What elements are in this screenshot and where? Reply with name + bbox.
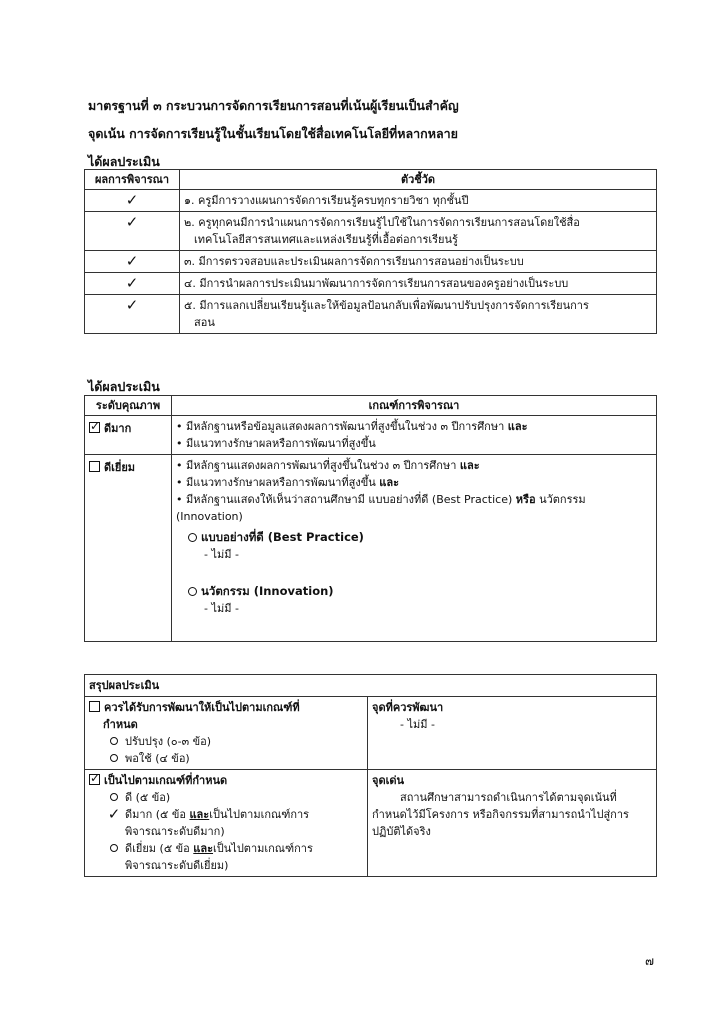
radio-empty-icon bbox=[110, 754, 118, 762]
option-text-cont: พิจารณาระดับดีมาก) bbox=[125, 825, 225, 838]
level-label: ดีมาก bbox=[104, 422, 132, 435]
option-text: เป็นไปตามเกณฑ์การ bbox=[209, 808, 310, 821]
indicator-text: ๓. มีการตรวจสอบและประเมินผลการจัดการเรียนการสอนอย่างเป็นระบบ bbox=[184, 255, 524, 268]
table-row bbox=[85, 190, 657, 212]
table-row bbox=[85, 295, 657, 334]
table-row bbox=[85, 455, 657, 642]
level-label: ดีเยี่ยม bbox=[104, 461, 136, 474]
improve-points-value: - ไม่มี - bbox=[400, 718, 435, 731]
table-row bbox=[85, 697, 657, 770]
check-mark-icon: ✓ bbox=[107, 805, 121, 823]
option-text: ดีเยี่ยม (๕ ข้อ bbox=[125, 842, 190, 855]
indicator-text: ๑. ครูมีการวางแผนการจัดการเรียนรู้ครบทุกรายวิชา ทุกชั้นปี bbox=[184, 194, 469, 207]
option-conj: และ bbox=[193, 842, 214, 855]
criteria-text: • มีหลักฐานแสดงให้เห็นว่าสถานศึกษามี แบบอย่างที่ดี (Best Practice) bbox=[176, 493, 513, 506]
check-mark: ✓ bbox=[85, 212, 180, 251]
checkbox-empty-icon bbox=[89, 461, 100, 472]
check-mark: ✓ bbox=[85, 251, 180, 273]
indicator-table bbox=[84, 169, 657, 334]
summary-table bbox=[84, 674, 657, 877]
criteria-conj: และ bbox=[459, 459, 480, 472]
indicator-text: ๔. มีการนำผลการประเมินมาพัฒนาการจัดการเรียนการสอนของครูอย่างเป็นระบบ bbox=[184, 277, 569, 290]
criteria-text: • มีแนวทางรักษาผลหรือการพัฒนาที่สูงขึ้น bbox=[176, 437, 376, 450]
highlights-text: ปฏิบัติได้จริง bbox=[372, 825, 431, 838]
col-indicator-header: ตัวชี้วัด bbox=[180, 170, 657, 190]
highlights-text: กำหนดไว้มีโครงการ หรือกิจกรรมที่สามารถนำไปสู่การ bbox=[372, 808, 629, 821]
radio-empty-icon bbox=[110, 793, 118, 801]
focus-heading: จุดเน้น การจัดการเรียนรู้ในชั้นเรียนโดยใช้สื่อเทคโนโลยีที่หลากหลาย bbox=[88, 126, 458, 141]
col-result-header: ผลการพิจารณา bbox=[85, 170, 180, 190]
checkbox-checked-icon bbox=[89, 774, 100, 785]
table-row bbox=[85, 416, 657, 455]
checkbox-empty-icon bbox=[89, 701, 100, 712]
best-practice-value: - ไม่มี - bbox=[204, 548, 239, 561]
highlights-text: สถานศึกษาสามารถดำเนินการได้ตามจุดเน้นที่ bbox=[400, 791, 617, 804]
option-text: ดีมาก (๕ ข้อ bbox=[125, 808, 186, 821]
section2-title: ได้ผลประเมิน bbox=[88, 379, 160, 394]
check-mark: ✓ bbox=[85, 273, 180, 295]
radio-empty-icon bbox=[110, 737, 118, 745]
needs-improvement-title: ควรได้รับการพัฒนาให้เป็นไปตามเกณฑ์ที่ bbox=[104, 701, 300, 714]
circle-bullet-icon bbox=[188, 587, 197, 596]
circle-bullet-icon bbox=[188, 533, 197, 542]
best-practice-title: แบบอย่างที่ดี (Best Practice) bbox=[201, 530, 364, 544]
option-text: พอใช้ (๔ ข้อ) bbox=[125, 752, 190, 765]
option-conj: และ bbox=[189, 808, 210, 821]
criteria-conj: และ bbox=[379, 476, 400, 489]
needs-improvement-title-cont: กำหนด bbox=[103, 718, 138, 731]
criteria-text: • มีแนวทางรักษาผลหรือการพัฒนาที่สูงขึ้น bbox=[176, 476, 376, 489]
option-text: ดี (๕ ข้อ) bbox=[125, 791, 171, 804]
option-text: เป็นไปตามเกณฑ์การ bbox=[213, 842, 313, 855]
innovation-value: - ไม่มี - bbox=[204, 602, 239, 615]
criteria-conj: และ bbox=[507, 420, 528, 433]
section1-title: ได้ผลประเมิน bbox=[88, 154, 160, 169]
col-level-header: ระดับคุณภาพ bbox=[85, 396, 172, 416]
option-text-cont: พิจารณาระดับดีเยี่ยม) bbox=[125, 859, 229, 872]
check-mark: ✓ bbox=[85, 295, 180, 334]
standard-heading: มาตรฐานที่ ๓ กระบวนการจัดการเรียนการสอนที่เน้นผู้เรียนเป็นสำคัญ bbox=[88, 98, 459, 113]
criteria-conj: หรือ bbox=[515, 493, 536, 506]
check-mark: ✓ bbox=[85, 190, 180, 212]
indicator-text-cont: เทคโนโลยีสารสนเทศและแหล่งเรียนรู้ที่เอื้อต่อการเรียนรู้ bbox=[194, 233, 458, 246]
option-text: ปรับปรุง (๐-๓ ข้อ) bbox=[125, 735, 212, 748]
checkbox-checked-icon bbox=[89, 422, 100, 433]
quality-table bbox=[84, 395, 657, 642]
page-number: ๗ bbox=[645, 954, 655, 968]
criteria-text: (Innovation) bbox=[176, 510, 243, 523]
radio-empty-icon bbox=[110, 844, 118, 852]
criteria-text: • มีหลักฐานหรือข้อมูลแสดงผลการพัฒนาที่สูงขึ้นในช่วง ๓ ปีการศึกษา bbox=[176, 420, 505, 433]
criteria-text: • มีหลักฐานแสดงผลการพัฒนาที่สูงขึ้นในช่วง ๓ ปีการศึกษา bbox=[176, 459, 457, 472]
highlights-title: จุดเด่น bbox=[372, 774, 405, 787]
table-row bbox=[85, 770, 657, 877]
table-row bbox=[85, 273, 657, 295]
indicator-text-cont: สอน bbox=[194, 316, 215, 329]
table-row bbox=[85, 212, 657, 251]
improve-points-title: จุดที่ควรพัฒนา bbox=[372, 701, 444, 714]
indicator-text: ๒. ครูทุกคนมีการนำแผนการจัดการเรียนรู้ไปใช้ในการจัดการเรียนการสอนโดยใช้สื่อ bbox=[184, 216, 580, 229]
table-row bbox=[85, 251, 657, 273]
innovation-title: นวัตกรรม (Innovation) bbox=[201, 584, 334, 598]
summary-title: สรุปผลประเมิน bbox=[85, 675, 657, 697]
meets-criteria-title: เป็นไปตามเกณฑ์ที่กำหนด bbox=[104, 774, 228, 787]
indicator-text: ๕. มีการแลกเปลี่ยนเรียนรู้และให้ข้อมูลป้อนกลับเพื่อพัฒนาปรับปรุงการจัดการเรียนการ bbox=[184, 299, 589, 312]
criteria-text-tail: นวัตกรรม bbox=[539, 493, 586, 506]
col-criteria-header: เกณฑ์การพิจารณา bbox=[172, 396, 657, 416]
